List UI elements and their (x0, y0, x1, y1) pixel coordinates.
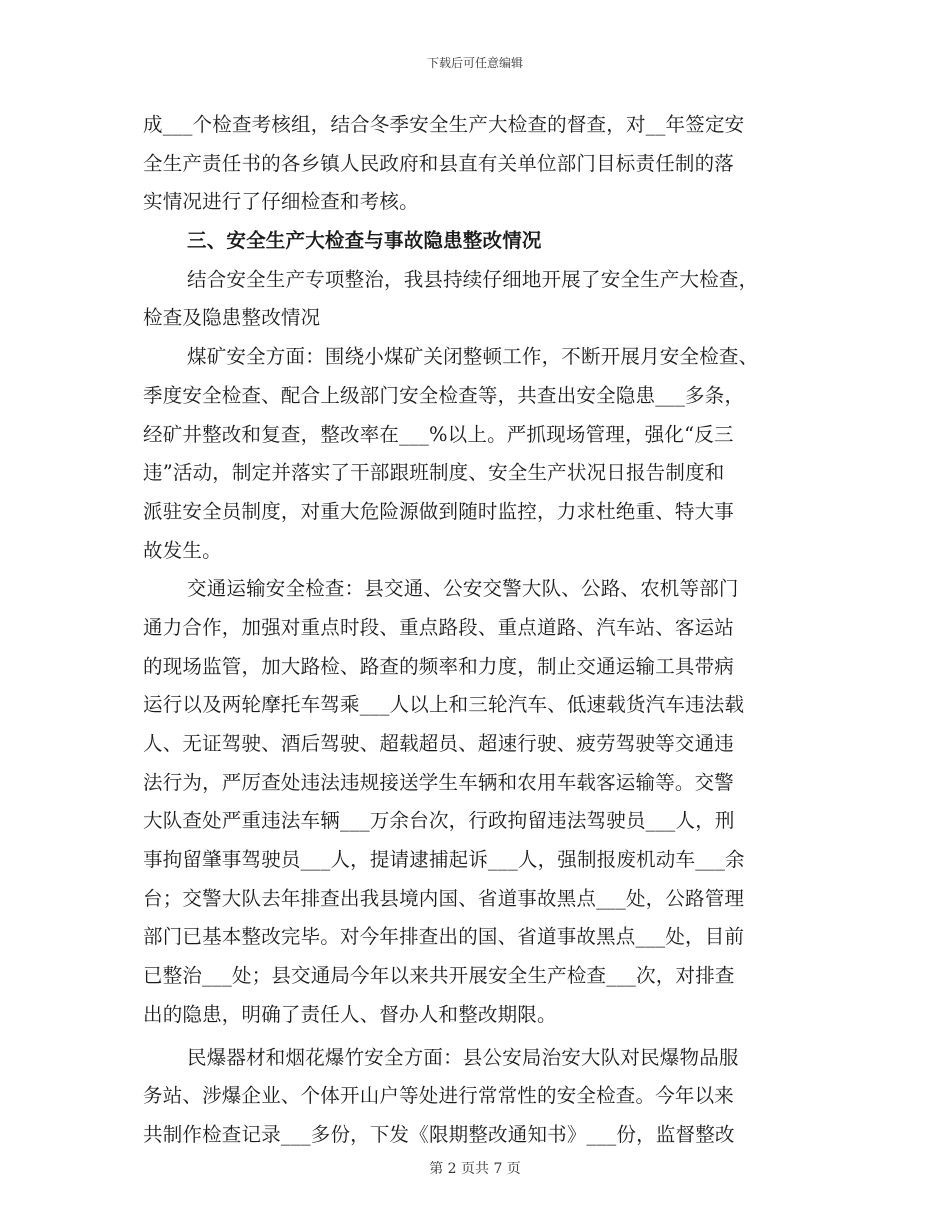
text-line: 已整治___处；县交通局今年以来共开展安全生产检查___次，对排查 (143, 964, 735, 988)
text-line: 部门已基本整改完毕。对今年排查出的国、省道事故黑点___处，目前 (143, 925, 745, 949)
text-line: 共制作检查记录___多份，下发《限期整改通知书》___份，监督整改 (143, 1122, 735, 1146)
text-line: 民爆器材和烟花爆竹安全方面：县公安局治安大队对民爆物品服 (187, 1045, 739, 1069)
text-line: 全生产责任书的各乡镇人民政府和县直有关单位部门目标责任制的落 (143, 151, 735, 175)
text-line: 大队查处严重违法车辆___万余台次，行政拘留违法驾驶员___人，刑 (143, 809, 735, 833)
text-line: 的现场监管，加大路检、路查的频率和力度，制止交通运输工具带病 (143, 654, 735, 678)
text-line: 经矿井整改和复查，整改率在___%以上。严抓现场管理，强化“反三 (143, 422, 734, 446)
text-line: 检查及隐患整改情况 (143, 306, 321, 330)
page-footer: 第 2 页共 7 页 (429, 1161, 521, 1177)
text-line: 交通运输安全检查：县交通、公安交警大队、公路、农机等部门 (187, 577, 739, 601)
text-line: 通力合作，加强对重点时段、重点路段、重点道路、汽车站、客运站 (143, 615, 735, 639)
text-line: 季度安全检查、配合上级部门安全检查等，共查出安全隐患___多条， (143, 383, 745, 407)
text-line: 出的隐患，明确了责任人、督办人和整改期限。 (143, 1002, 557, 1026)
text-line: 故发生。 (143, 538, 222, 562)
text-line: 人、无证驾驶、酒后驾驶、超载超员、超速行驶、疲劳驾驶等交通违 (143, 732, 735, 755)
text-line: 台；交警大队去年排查出我县境内国、省道事故黑点___处，公路管理 (143, 886, 745, 910)
text-line: 派驻安全员制度，对重大危险源做到随时监控，力求杜绝重、特大事 (143, 499, 735, 523)
text-line: 成___个检查考核组，结合冬季安全生产大检查的督查，对__年签定安 (143, 113, 745, 136)
document-body (143, 106, 809, 1155)
text-line: 违”活动，制定并落实了干部跟班制度、安全生产状况日报告制度和 (143, 461, 725, 485)
text-line: 运行以及两轮摩托车驾乘___人以上和三轮汽车、低速载货汽车违法载 (143, 693, 745, 717)
text-line: 事拘留肇事驾驶员___人，提请逮捕起诉___人，强制报废机动车___余 (143, 848, 745, 872)
text-line: 煤矿安全方面：围绕小煤矿关闭整顿工作，不断开展月安全检查、 (187, 345, 759, 369)
text-line: 法行为，严厉查处违法违规接送学生车辆和农用车载客运输等。交警 (143, 770, 735, 794)
text-line: 实情况进行了仔细检查和考核。 (143, 190, 419, 214)
text-line: 务站、涉爆企业、个体开山户等处进行常常性的安全检查。今年以来 (143, 1084, 735, 1108)
page-header: 下载后可任意编辑 (426, 56, 523, 70)
section-heading: 三、安全生产大检查与事故隐患整改情况 (187, 229, 542, 253)
text-line: 结合安全生产专项整治，我县持续仔细地开展了安全生产大检查， (187, 267, 759, 291)
